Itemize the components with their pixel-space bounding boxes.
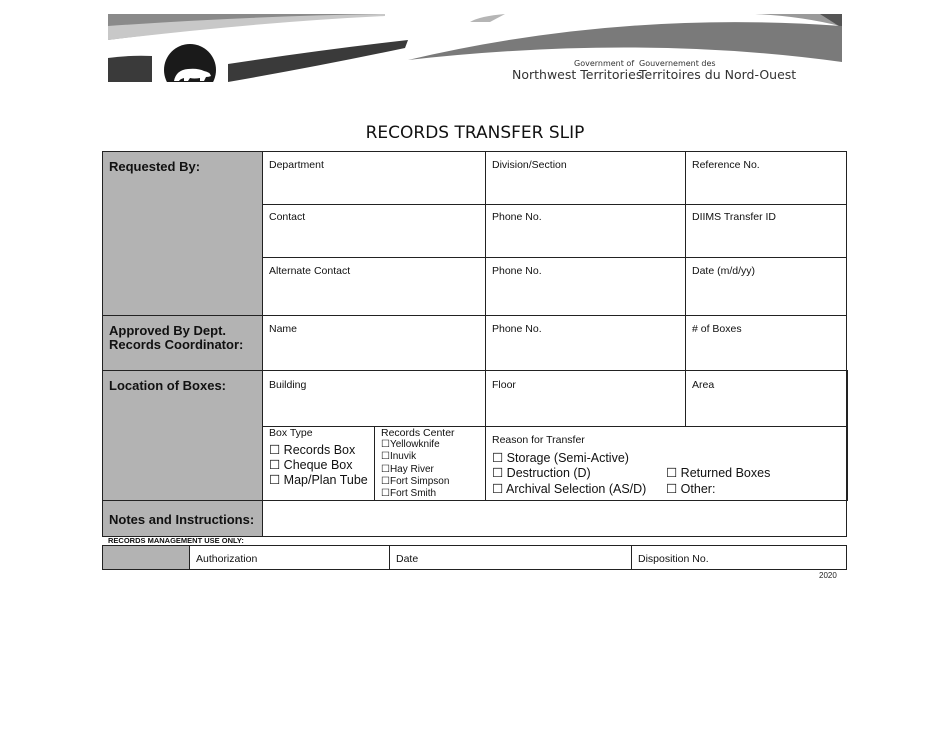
checkbox-other[interactable]: ☐ Other: (666, 482, 716, 496)
notes-field[interactable] (262, 500, 847, 537)
rm-date-label: Date (396, 553, 419, 565)
checkbox-records-box[interactable]: ☐ Records Box (269, 443, 356, 457)
disposition-label: Disposition No. (638, 553, 709, 565)
checkbox-cheque-box[interactable]: ☐ Cheque Box (269, 458, 353, 472)
header-swoosh-graphic (0, 0, 950, 100)
area-label: Area (692, 379, 715, 391)
reference-label: Reference No. (692, 159, 760, 171)
floor-label: Floor (492, 379, 516, 391)
rm-date-field[interactable] (389, 545, 632, 570)
department-label: Department (269, 159, 324, 171)
records-management-gray-cell (102, 545, 190, 570)
gov-en-big: Northwest Territories (512, 67, 643, 83)
location-label: Location of Boxes: (109, 378, 227, 393)
checkbox-storage[interactable]: ☐ Storage (Semi-Active) (492, 451, 629, 465)
diims-label: DIIMS Transfer ID (692, 211, 777, 223)
checkbox-archival[interactable]: ☐ Archival Selection (AS/D) (492, 482, 647, 496)
date-label: Date (m/d/yy) (692, 265, 756, 277)
gov-name-english (512, 60, 642, 82)
gov-name-french (639, 60, 796, 82)
gov-en-small: Government of (574, 59, 635, 68)
checkbox-returned-boxes[interactable]: ☐ Returned Boxes (666, 466, 771, 480)
boxes-count-label: # of Boxes (692, 323, 742, 335)
gov-fr-small: Gouvernement des (639, 59, 716, 68)
polar-bear-emblem-icon (164, 44, 216, 96)
division-label: Division/Section (492, 159, 567, 171)
approved-by-label: Approved By Dept. Records Coordinator: (109, 323, 244, 352)
box-type-label: Box Type (269, 427, 313, 439)
phone2-label: Phone No. (492, 265, 542, 277)
form-year: 2020 (819, 571, 837, 580)
approver-phone-label: Phone No. (492, 323, 542, 335)
reason-label: Reason for Transfer (492, 434, 585, 446)
checkbox-inuvik[interactable]: ☐Inuvik (381, 451, 417, 462)
records-management-label: RECORDS MANAGEMENT USE ONLY: (108, 536, 244, 545)
name-label: Name (269, 323, 298, 335)
requested-by-section (102, 151, 263, 316)
alt-contact-label: Alternate Contact (269, 265, 351, 277)
checkbox-map-plan-tube[interactable]: ☐ Map/Plan Tube (269, 473, 368, 487)
checkbox-fort-smith[interactable]: ☐Fort Smith (381, 488, 437, 499)
checkbox-yellowknife[interactable]: ☐Yellowknife (381, 439, 440, 450)
checkbox-fort-simpson[interactable]: ☐Fort Simpson (381, 476, 450, 487)
records-center-label: Records Center (381, 427, 455, 439)
building-label: Building (269, 379, 307, 391)
page-title: RECORDS TRANSFER SLIP (365, 123, 585, 143)
gov-fr-big: Territoires du Nord-Ouest (639, 67, 797, 83)
checkbox-hay-river[interactable]: ☐Hay River (381, 464, 434, 475)
phone1-label: Phone No. (492, 211, 542, 223)
contact-label: Contact (269, 211, 306, 223)
requested-by-label: Requested By: (109, 159, 201, 174)
authorization-label: Authorization (196, 553, 258, 565)
checkbox-destruction[interactable]: ☐ Destruction (D) (492, 466, 591, 480)
notes-label: Notes and Instructions: (109, 512, 255, 527)
